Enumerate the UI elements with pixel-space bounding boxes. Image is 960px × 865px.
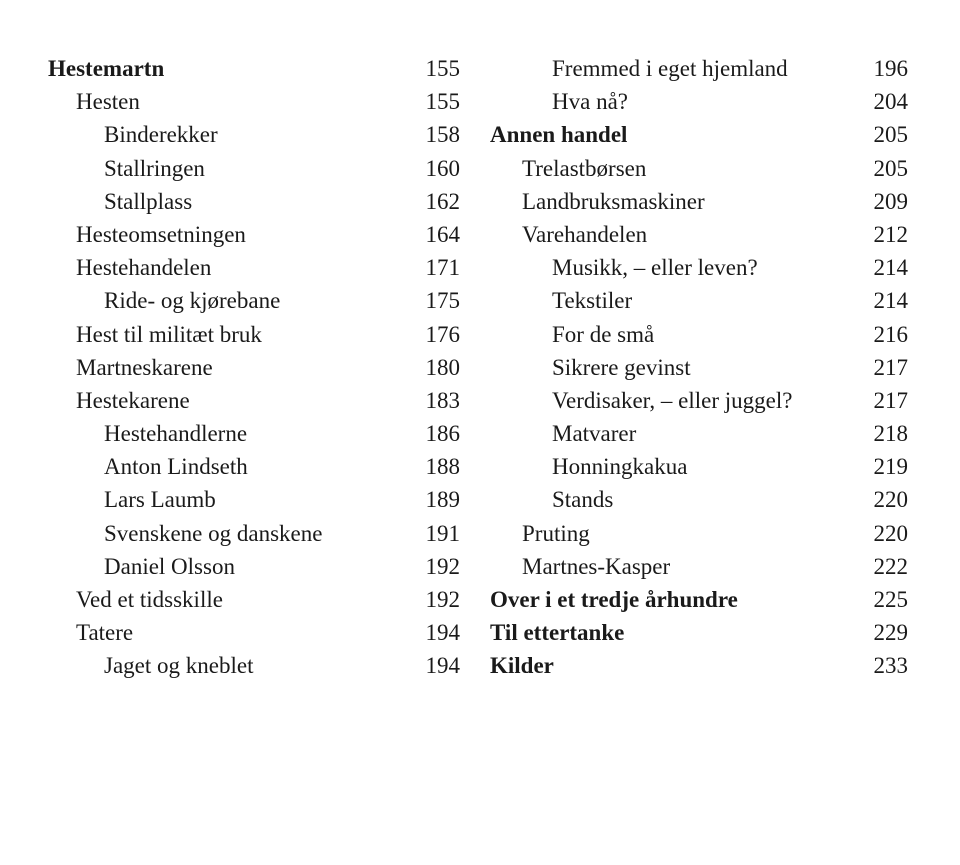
toc-entry[interactable] (48, 483, 460, 516)
toc-entry-title: Daniel Olsson (104, 553, 235, 579)
toc-entry[interactable] (490, 583, 908, 616)
toc-entry-page-number: 217 (873, 387, 908, 413)
toc-entry-title: Trelastbørsen (522, 155, 647, 181)
toc-entry-title: Varehandelen (522, 221, 648, 247)
toc-entry-page-number: 164 (425, 221, 460, 247)
toc-entry-title: Stallringen (104, 155, 205, 181)
toc-entry-title: Lars Laumb (104, 487, 216, 513)
toc-entry[interactable] (48, 616, 460, 649)
toc-entry-title: Ved et tidsskille (76, 587, 223, 612)
toc-entry-title: Hestemartn (48, 56, 165, 81)
toc-entry[interactable] (48, 152, 460, 185)
toc-entry-title: Landbruksmaskiner (522, 188, 705, 214)
toc-entry[interactable] (48, 251, 460, 284)
toc-entry[interactable] (490, 384, 908, 417)
toc-entry-title: Matvarer (552, 421, 637, 447)
toc-entry-page-number: 183 (425, 387, 460, 413)
toc-entry[interactable] (48, 85, 460, 118)
toc-entry-title: Tatere (76, 620, 134, 646)
toc-entry[interactable] (490, 616, 908, 649)
toc-entry-page-number: 162 (425, 188, 460, 214)
toc-entry-page-number: 191 (425, 520, 460, 546)
toc-entry[interactable] (490, 649, 908, 682)
toc-entry-page-number: 216 (873, 321, 908, 347)
toc-entry[interactable] (48, 450, 460, 483)
toc-entry-title: Til ettertanke (490, 620, 625, 646)
toc-column-left (48, 52, 460, 683)
toc-entry-title: Annen handel (490, 122, 628, 148)
toc-entry[interactable] (490, 251, 908, 284)
toc-entry-page-number: 188 (425, 454, 460, 480)
toc-entry[interactable] (48, 649, 460, 682)
toc-entry-page-number: 214 (873, 255, 908, 281)
toc-entry[interactable] (490, 351, 908, 384)
toc-entry[interactable] (48, 118, 460, 151)
toc-entry-title: Stallplass (104, 188, 193, 214)
toc-entry-title: For de små (552, 321, 655, 347)
toc-entry-page-number: 220 (873, 520, 908, 546)
toc-entry-title: Hest til militæt bruk (76, 321, 262, 347)
toc-entry-title: Hestehandlerne (104, 421, 248, 447)
toc-entry-title: Musikk, – eller leven? (552, 255, 758, 281)
toc-entry[interactable] (48, 284, 460, 317)
toc-entry[interactable] (490, 52, 908, 85)
toc-entry-page-number: 158 (425, 122, 460, 148)
toc-entry-page-number: 233 (873, 653, 908, 679)
toc-entry-page-number: 176 (425, 321, 460, 347)
toc-entry-page-number: 219 (873, 454, 908, 480)
toc-entry-title: Verdisaker, – eller juggel? (552, 387, 793, 413)
toc-entry-page-number: 196 (873, 56, 908, 81)
toc-entry-title: Martneskarene (76, 354, 213, 380)
toc-entry-page-number: 160 (425, 155, 460, 181)
toc-entry-title: Hestehandelen (76, 255, 212, 281)
toc-entry-title: Fremmed i eget hjemland (552, 56, 788, 81)
toc-entry[interactable] (48, 384, 460, 417)
toc-entry[interactable] (48, 417, 460, 450)
toc-entry[interactable] (490, 517, 908, 550)
toc-entry-page-number: 192 (425, 553, 460, 579)
toc-entry[interactable] (490, 318, 908, 351)
toc-entry-page-number: 194 (425, 620, 460, 646)
toc-entry-page-number: 212 (873, 221, 908, 247)
toc-entry-page-number: 209 (873, 188, 908, 214)
toc-entry[interactable] (48, 550, 460, 583)
toc-entry-page-number: 204 (873, 89, 908, 115)
toc-entry-title: Hesteomsetningen (76, 221, 246, 247)
toc-entry-title: Svenskene og danskene (104, 520, 323, 546)
toc-entry[interactable] (490, 450, 908, 483)
toc-entry-page-number: 186 (425, 421, 460, 447)
toc-entry-page-number: 171 (425, 255, 460, 281)
toc-entry[interactable] (490, 483, 908, 516)
toc-entry-title: Martnes-Kasper (522, 553, 671, 579)
toc-entry-page-number: 189 (425, 487, 460, 513)
toc-entry-page-number: 225 (873, 587, 908, 612)
toc-entry-page-number: 205 (873, 122, 908, 148)
toc-entry[interactable] (48, 583, 460, 616)
toc-entry-page-number: 192 (425, 587, 460, 612)
toc-entry-title: Honningkakua (552, 454, 688, 480)
toc-entry-page-number: 220 (873, 487, 908, 513)
toc-entry[interactable] (490, 152, 908, 185)
toc-entry-page-number: 180 (425, 354, 460, 380)
toc-entry-page-number: 222 (873, 553, 908, 579)
toc-entry-page-number: 229 (873, 620, 908, 646)
toc-entry-title: Over i et tredje århundre (490, 587, 738, 612)
toc-entry-title: Hesten (76, 89, 140, 115)
toc-entry[interactable] (490, 550, 908, 583)
toc-entry-page-number: 155 (425, 89, 460, 115)
toc-entry[interactable] (48, 351, 460, 384)
toc-entry-title: Pruting (522, 520, 590, 546)
toc-entry[interactable] (490, 185, 908, 218)
toc-entry-page-number: 205 (873, 155, 908, 181)
toc-entry-title: Ride- og kjørebane (104, 288, 281, 314)
toc-entry-title: Jaget og kneblet (104, 653, 254, 679)
toc-entry-title: Hva nå? (552, 89, 628, 115)
toc-entry-page-number: 194 (425, 653, 460, 679)
toc-entry-page-number: 218 (873, 421, 908, 447)
toc-entry[interactable] (48, 517, 460, 550)
toc-entry-title: Binderekker (104, 122, 218, 148)
toc-entry-page-number: 217 (873, 354, 908, 380)
toc-entry[interactable] (490, 218, 908, 251)
toc-entry-page-number: 214 (873, 288, 908, 314)
toc-entry-title: Kilder (490, 653, 554, 679)
toc-entry-title: Tekstiler (552, 288, 633, 314)
toc-entry-title: Hestekarene (76, 387, 190, 413)
toc-entry[interactable] (490, 284, 908, 317)
toc-column-right (490, 52, 908, 683)
toc-entry[interactable] (490, 85, 908, 118)
toc-entry-title: Anton Lindseth (104, 454, 248, 480)
toc-entry[interactable] (490, 417, 908, 450)
toc-entry[interactable] (48, 52, 460, 85)
toc-entry-title: Sikrere gevinst (552, 354, 691, 380)
toc-entry-page-number: 155 (425, 56, 460, 81)
toc-entry[interactable] (490, 118, 908, 151)
toc-entry[interactable] (48, 318, 460, 351)
toc-entry-title: Stands (552, 487, 614, 513)
toc-entry[interactable] (48, 218, 460, 251)
toc-entry-page-number: 175 (425, 288, 460, 314)
toc-entry[interactable] (48, 185, 460, 218)
